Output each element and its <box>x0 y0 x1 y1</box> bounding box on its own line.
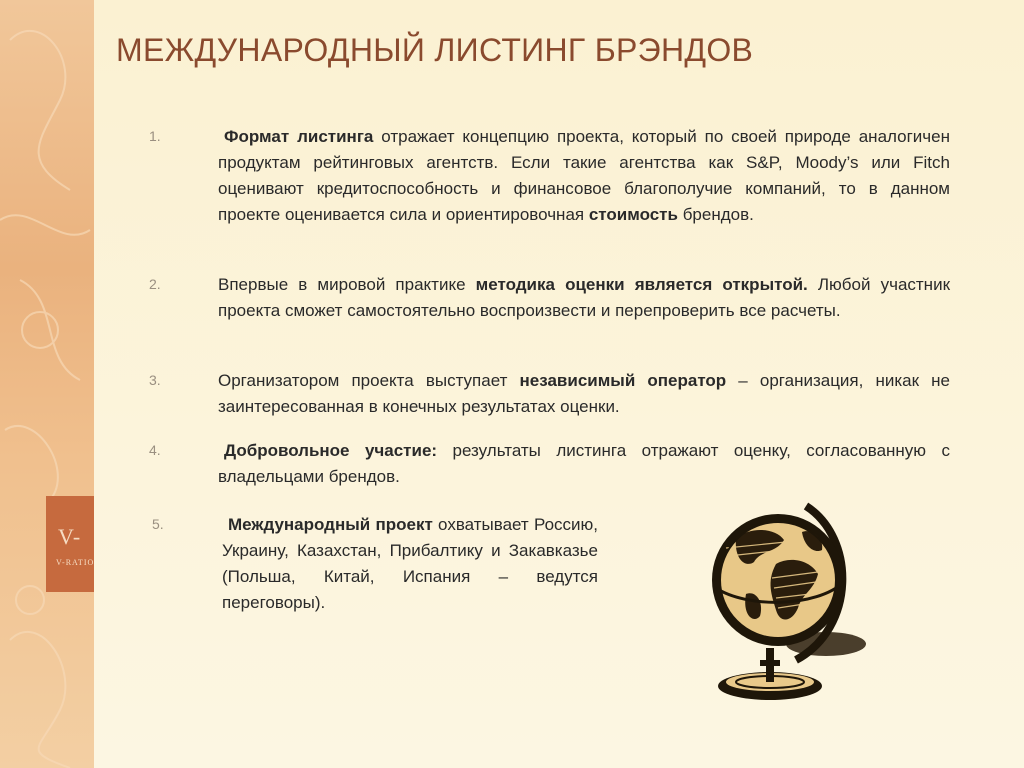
brand-logo <box>46 496 94 592</box>
decorative-side-band <box>0 0 94 768</box>
text-span: Организатором проекта выступает <box>218 371 520 390</box>
list-number: 2. <box>149 276 161 292</box>
list-item-text <box>218 368 950 420</box>
text-span: результаты листинга отражают оценку, согласованную с владельцами брендов. <box>218 441 950 486</box>
text-bold: стоимость <box>588 205 678 224</box>
text-span: охватывает Россию, Украину, Казахстан, Прибалтику и Закавказье (Польша, Китай, Испания – ведутся переговоры). <box>222 515 599 612</box>
ornament-pattern <box>0 0 94 768</box>
list-number: 1. <box>149 128 161 144</box>
logo-mark: V- <box>58 524 82 549</box>
globe-icon <box>706 498 866 704</box>
text-bold: Добровольное участие: <box>224 441 438 460</box>
list-item-text <box>222 512 598 616</box>
logo-text: V-RATIO <box>56 558 94 567</box>
list-item-text <box>218 272 950 324</box>
text-span: Впервые в мировой практике <box>218 275 476 294</box>
text-bold: независимый оператор <box>519 371 727 390</box>
slide-content <box>94 0 1024 768</box>
text-span: отражает концепцию проекта, который по своей природе аналогичен продуктам рейтинговых агентств. Если такие агентства как S&P, Moody’s или Fitch оценивают кредитоспособность и финансовое благополучие компаний, то в данном проекте оценивается сила и ориентировочная <box>218 127 950 224</box>
list-number: 3. <box>149 372 161 388</box>
list-number: 5. <box>152 516 164 532</box>
text-bold: методика оценки является открытой. <box>475 275 808 294</box>
page-title: МЕЖДУНАРОДНЫЙ ЛИСТИНГ БРЭНДОВ <box>116 32 754 68</box>
list-number: 4. <box>149 442 161 458</box>
text-span: брендов. <box>677 205 754 224</box>
text-span: Любой участник проекта сможет самостоятельно воспроизвести и перепроверить все расчеты. <box>218 275 951 320</box>
text-span: – организация, никак не заинтересованная в конечных результатах оценки. <box>218 371 951 416</box>
list-item-text <box>218 438 950 490</box>
list-item-text <box>218 124 950 228</box>
text-bold: Формат листинга <box>224 127 374 146</box>
text-bold: Международный проект <box>228 515 433 534</box>
